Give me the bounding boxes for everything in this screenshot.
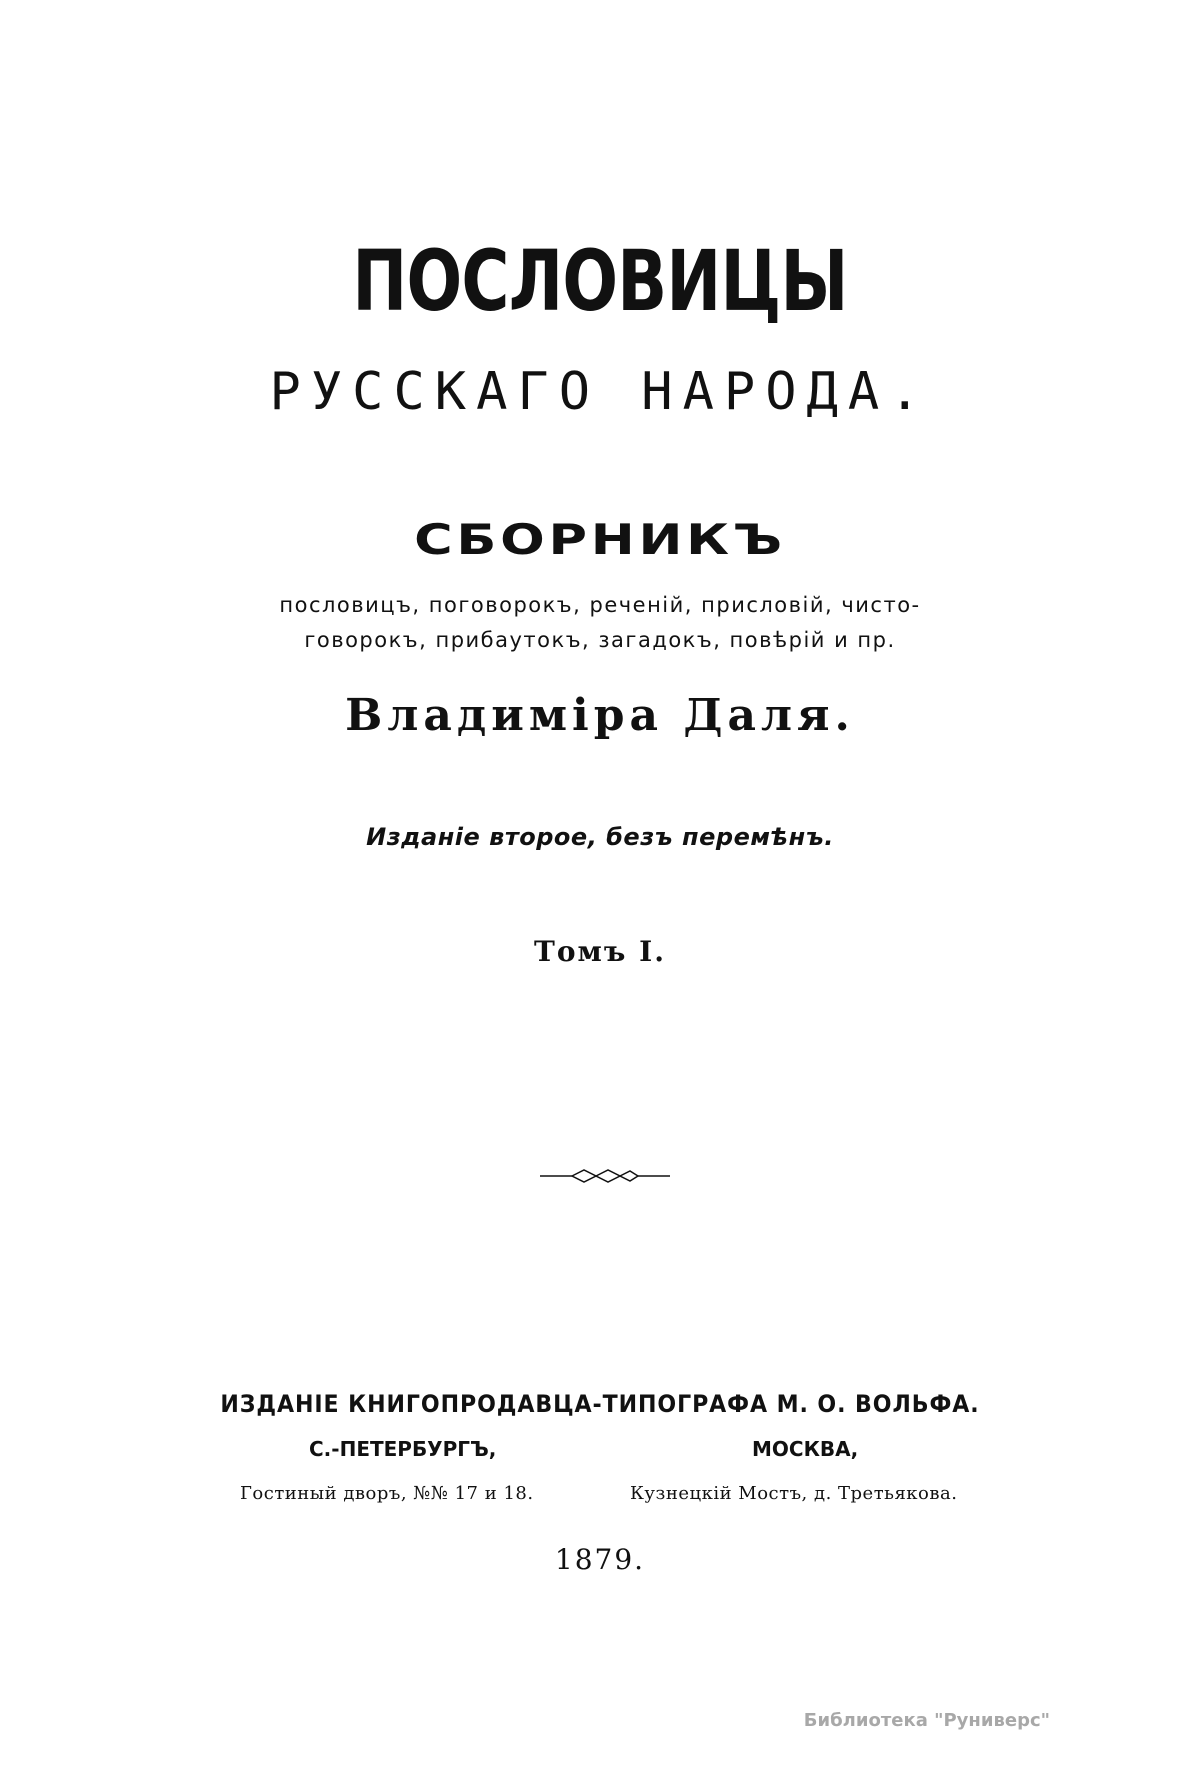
address-moscow: Кузнецкій Мостъ, д. Третьякова. xyxy=(630,1483,958,1504)
publication-year: 1879. xyxy=(554,1543,646,1576)
collection-heading: СБОРНИКЪ xyxy=(414,515,786,564)
book-title: ПОСЛОВИЦЫ xyxy=(352,232,848,330)
description-line-1: пословицъ, поговорокъ, реченій, присловій, чисто- xyxy=(279,593,921,617)
book-subtitle: РУССКАГО НАРОДА. xyxy=(269,362,931,422)
library-watermark: Библиотека "Руниверс" xyxy=(803,1710,1050,1731)
volume-number: Томъ I. xyxy=(534,935,666,968)
publisher-line: ИЗДАНІЕ КНИГОПРОДАВЦА-ТИПОГРАФА М. О. ВОЛЬФА. xyxy=(220,1390,980,1418)
author-name: Владиміра Даля. xyxy=(345,690,855,741)
ornament-divider xyxy=(540,1166,670,1186)
city-saint-petersburg: С.-ПЕТЕРБУРГЪ, xyxy=(309,1437,497,1461)
city-moscow: МОСКВА, xyxy=(752,1437,859,1461)
address-saint-petersburg: Гостиный дворъ, №№ 17 и 18. xyxy=(240,1483,534,1504)
edition-note: Изданіе второе, безъ перемѣнъ. xyxy=(366,823,834,851)
description-line-2: говорокъ, прибаутокъ, загадокъ, повѣрій и пр. xyxy=(304,628,896,652)
